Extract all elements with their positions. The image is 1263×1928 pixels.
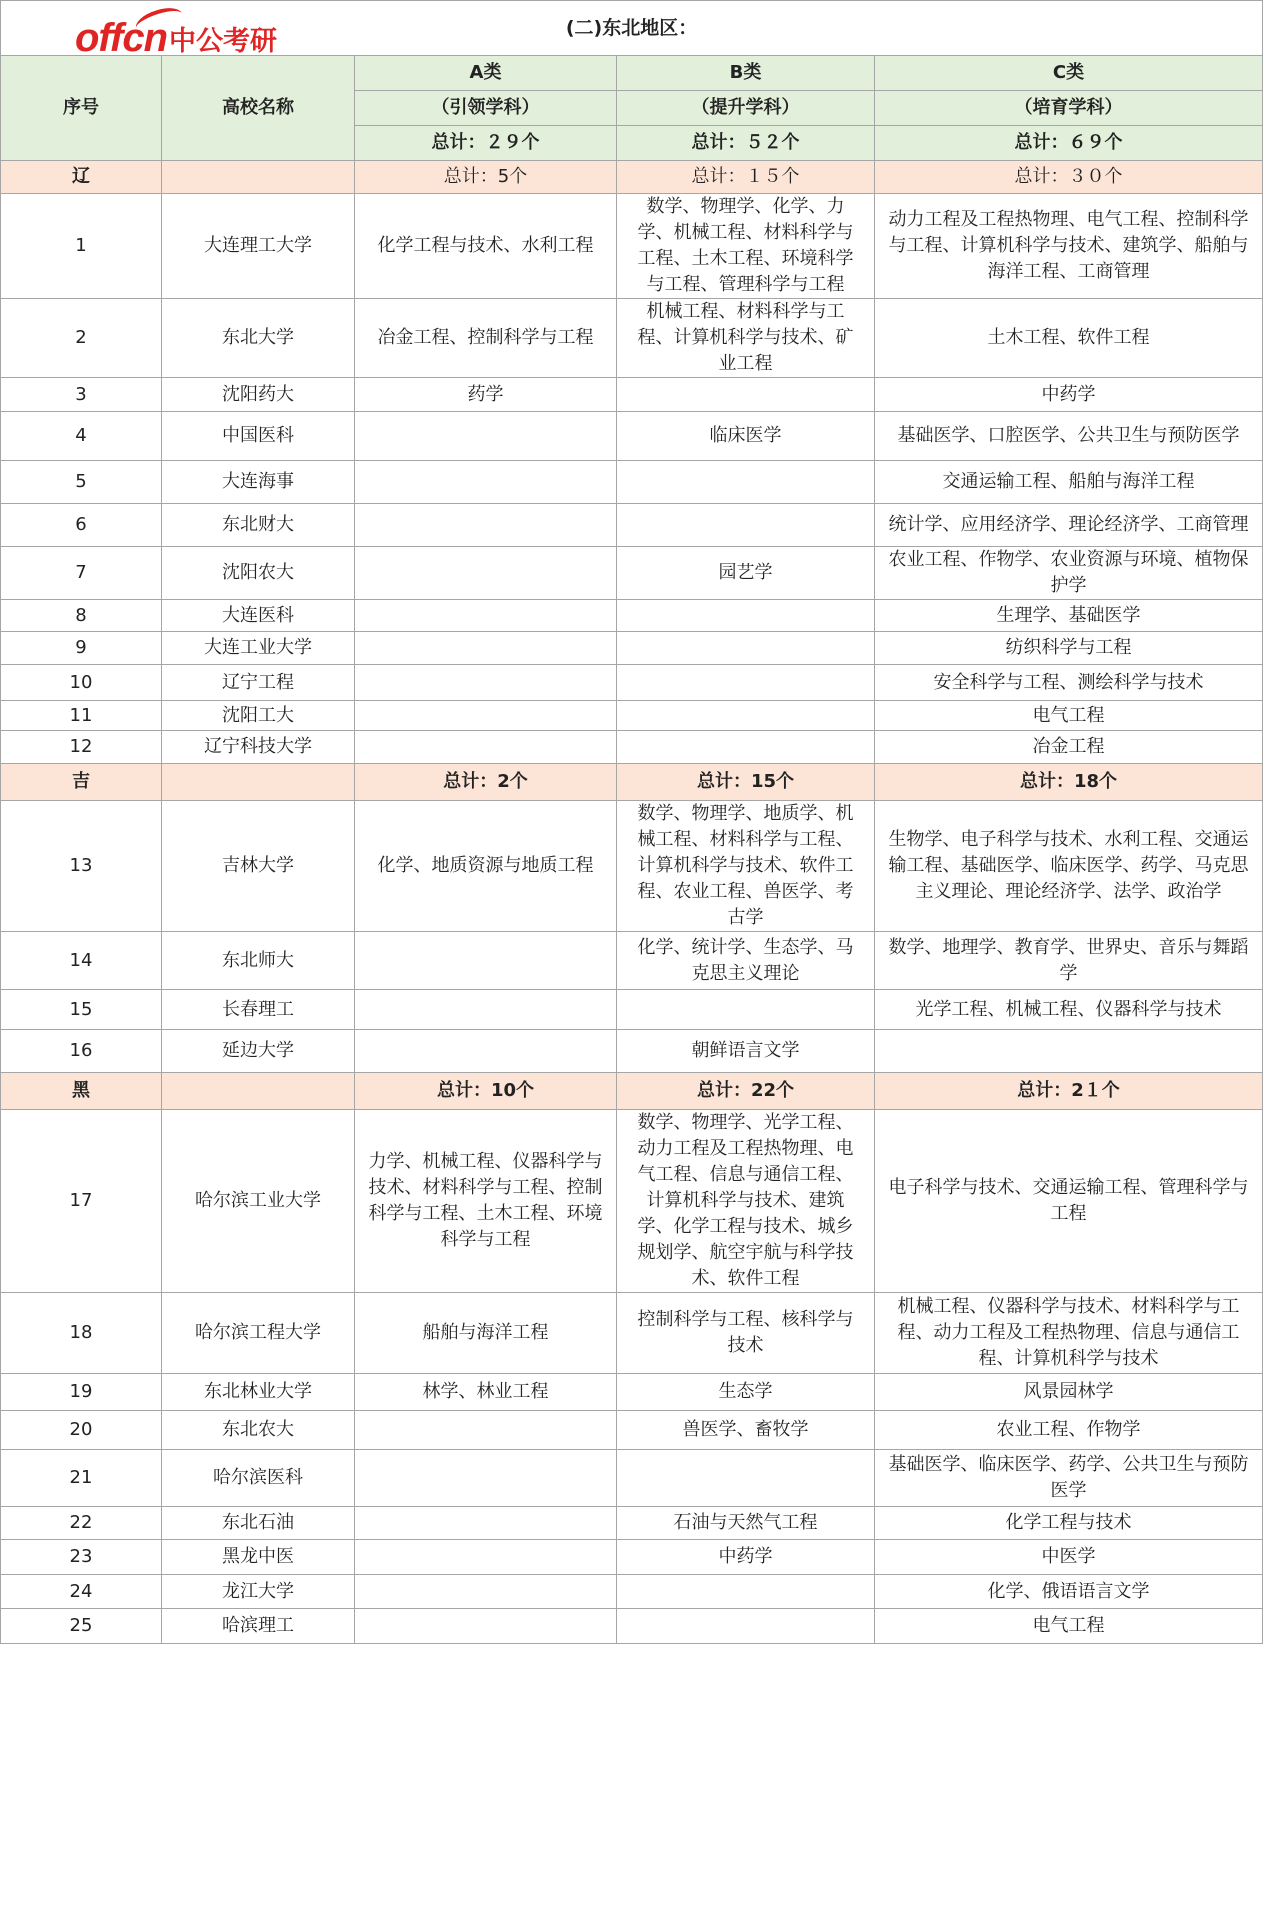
a-disciplines [355, 1450, 617, 1507]
c-disciplines: 安全科学与工程、测绘科学与技术 [875, 665, 1263, 701]
a-disciplines [355, 461, 617, 504]
table-row [1, 378, 1263, 412]
university-name: 大连海事 [162, 461, 355, 504]
university-name: 东北林业大学 [162, 1374, 355, 1411]
c-disciplines: 统计学、应用经济学、理论经济学、工商管理 [875, 504, 1263, 547]
c-disciplines: 动力工程及工程热物理、电气工程、控制科学与工程、计算机科学与技术、建筑学、船舶与海洋工程、工商管理 [875, 194, 1263, 299]
university-name: 东北农大 [162, 1411, 355, 1450]
row-number: 16 [1, 1030, 162, 1073]
table-row [1, 1110, 1263, 1293]
a-disciplines: 化学、地质资源与地质工程 [355, 801, 617, 932]
a-disciplines [355, 632, 617, 665]
row-number: 18 [1, 1293, 162, 1374]
a-disciplines [355, 504, 617, 547]
b-disciplines [617, 378, 875, 412]
province-row [1, 764, 1263, 801]
table-row [1, 990, 1263, 1030]
province-label: 吉 [1, 764, 162, 801]
a-disciplines [355, 701, 617, 731]
province-c-total: 总计：３０个 [875, 161, 1263, 194]
province-label: 辽 [1, 161, 162, 194]
province-row [1, 161, 1263, 194]
university-name: 大连理工大学 [162, 194, 355, 299]
a-disciplines [355, 1030, 617, 1073]
university-name: 中国医科 [162, 412, 355, 461]
b-disciplines [617, 600, 875, 632]
table-row [1, 665, 1263, 701]
c-disciplines: 农业工程、作物学 [875, 1411, 1263, 1450]
b-disciplines [617, 1609, 875, 1644]
b-disciplines [617, 1450, 875, 1507]
table-row [1, 299, 1263, 378]
a-disciplines: 药学 [355, 378, 617, 412]
university-name: 大连医科 [162, 600, 355, 632]
university-name: 哈滨理工 [162, 1609, 355, 1644]
a-disciplines: 化学工程与技术、水利工程 [355, 194, 617, 299]
province-label: 黑 [1, 1073, 162, 1110]
row-number: 21 [1, 1450, 162, 1507]
a-disciplines [355, 665, 617, 701]
row-number: 23 [1, 1540, 162, 1575]
c-disciplines: 化学、俄语语言文学 [875, 1575, 1263, 1609]
c-disciplines: 中药学 [875, 378, 1263, 412]
c-disciplines: 风景园林学 [875, 1374, 1263, 1411]
row-number: 12 [1, 731, 162, 764]
row-number: 22 [1, 1507, 162, 1540]
university-name: 东北石油 [162, 1507, 355, 1540]
c-disciplines: 数学、地理学、教育学、世界史、音乐与舞蹈学 [875, 932, 1263, 990]
b-disciplines: 中药学 [617, 1540, 875, 1575]
table-row [1, 1540, 1263, 1575]
university-name: 辽宁科技大学 [162, 731, 355, 764]
university-name: 东北大学 [162, 299, 355, 378]
row-number: 19 [1, 1374, 162, 1411]
a-disciplines [355, 1411, 617, 1450]
table-row [1, 801, 1263, 932]
university-name: 沈阳药大 [162, 378, 355, 412]
table-row [1, 461, 1263, 504]
header-a-total: 总计：２９个 [355, 126, 617, 161]
university-name: 吉林大学 [162, 801, 355, 932]
c-disciplines: 基础医学、口腔医学、公共卫生与预防医学 [875, 412, 1263, 461]
row-number: 1 [1, 194, 162, 299]
table-row [1, 600, 1263, 632]
row-number: 4 [1, 412, 162, 461]
university-name: 龙江大学 [162, 1575, 355, 1609]
b-disciplines [617, 990, 875, 1030]
province-empty [162, 764, 355, 801]
b-disciplines: 化学、统计学、生态学、马克思主义理论 [617, 932, 875, 990]
table-row [1, 412, 1263, 461]
header-b-sub: （提升学科） [617, 91, 875, 126]
a-disciplines [355, 932, 617, 990]
b-disciplines: 园艺学 [617, 547, 875, 600]
b-disciplines: 兽医学、畜牧学 [617, 1411, 875, 1450]
table-row [1, 1293, 1263, 1374]
row-number: 10 [1, 665, 162, 701]
header-a-sub: （引领学科） [355, 91, 617, 126]
b-disciplines: 临床医学 [617, 412, 875, 461]
row-number: 17 [1, 1110, 162, 1293]
a-disciplines [355, 600, 617, 632]
row-number: 7 [1, 547, 162, 600]
row-number: 6 [1, 504, 162, 547]
province-empty [162, 1073, 355, 1110]
university-name: 哈尔滨工业大学 [162, 1110, 355, 1293]
a-disciplines [355, 1507, 617, 1540]
a-disciplines [355, 547, 617, 600]
university-name: 沈阳工大 [162, 701, 355, 731]
b-disciplines: 石油与天然气工程 [617, 1507, 875, 1540]
b-disciplines: 数学、物理学、化学、力学、机械工程、材料科学与工程、土木工程、环境科学与工程、管理科学与工程 [617, 194, 875, 299]
a-disciplines: 力学、机械工程、仪器科学与技术、材料科学与工程、控制科学与工程、土木工程、环境科学与工程 [355, 1110, 617, 1293]
row-number: 24 [1, 1575, 162, 1609]
province-empty [162, 161, 355, 194]
table-row [1, 504, 1263, 547]
a-disciplines: 冶金工程、控制科学与工程 [355, 299, 617, 378]
row-number: 2 [1, 299, 162, 378]
table-row [1, 194, 1263, 299]
table-row [1, 932, 1263, 990]
province-c-total: 总计：2１个 [875, 1073, 1263, 1110]
a-disciplines: 船舶与海洋工程 [355, 1293, 617, 1374]
c-disciplines: 中医学 [875, 1540, 1263, 1575]
table-row [1, 632, 1263, 665]
row-number: 3 [1, 378, 162, 412]
b-disciplines: 朝鲜语言文学 [617, 1030, 875, 1073]
b-disciplines: 控制科学与工程、核科学与技术 [617, 1293, 875, 1374]
row-number: 5 [1, 461, 162, 504]
b-disciplines [617, 701, 875, 731]
a-disciplines [355, 412, 617, 461]
c-disciplines: 基础医学、临床医学、药学、公共卫生与预防医学 [875, 1450, 1263, 1507]
table-row [1, 1450, 1263, 1507]
university-name: 大连工业大学 [162, 632, 355, 665]
province-b-total: 总计：22个 [617, 1073, 875, 1110]
province-b-total: 总计：１５个 [617, 161, 875, 194]
table-row [1, 731, 1263, 764]
header-no: 序号 [1, 56, 162, 161]
row-number: 11 [1, 701, 162, 731]
c-disciplines: 电气工程 [875, 1609, 1263, 1644]
header-c-cat: C类 [875, 56, 1263, 91]
header-c-total: 总计：６９个 [875, 126, 1263, 161]
c-disciplines: 冶金工程 [875, 731, 1263, 764]
c-disciplines: 电气工程 [875, 701, 1263, 731]
b-disciplines [617, 731, 875, 764]
a-disciplines [355, 990, 617, 1030]
header-b-total: 总计：５２个 [617, 126, 875, 161]
logo-brand: offcn [75, 15, 168, 60]
a-disciplines [355, 731, 617, 764]
province-c-total: 总计：18个 [875, 764, 1263, 801]
table-row [1, 1411, 1263, 1450]
table-title: (二)东北地区： [1, 1, 1263, 56]
university-name: 东北财大 [162, 504, 355, 547]
header-name: 高校名称 [162, 56, 355, 161]
province-a-total: 总计：2个 [355, 764, 617, 801]
c-disciplines: 农业工程、作物学、农业资源与环境、植物保护学 [875, 547, 1263, 600]
province-row [1, 1073, 1263, 1110]
table-row [1, 1609, 1263, 1644]
offcn-logo [75, 8, 277, 68]
province-b-total: 总计：15个 [617, 764, 875, 801]
row-number: 9 [1, 632, 162, 665]
university-name: 黑龙中医 [162, 1540, 355, 1575]
header-c-sub: （培育学科） [875, 91, 1263, 126]
province-a-total: 总计：10个 [355, 1073, 617, 1110]
university-name: 东北师大 [162, 932, 355, 990]
b-disciplines: 数学、物理学、光学工程、动力工程及工程热物理、电气工程、信息与通信工程、计算机科学与技术、建筑学、化学工程与技术、城乡规划学、航空宇航与科学技术、软件工程 [617, 1110, 875, 1293]
university-name: 长春理工 [162, 990, 355, 1030]
c-disciplines: 生理学、基础医学 [875, 600, 1263, 632]
b-disciplines [617, 1575, 875, 1609]
b-disciplines [617, 461, 875, 504]
b-disciplines [617, 504, 875, 547]
a-disciplines [355, 1609, 617, 1644]
b-disciplines: 数学、物理学、地质学、机械工程、材料科学与工程、计算机科学与技术、软件工程、农业工程、兽医学、考古学 [617, 801, 875, 932]
c-disciplines: 机械工程、仪器科学与技术、材料科学与工程、动力工程及工程热物理、信息与通信工程、计算机科学与技术 [875, 1293, 1263, 1374]
university-name: 沈阳农大 [162, 547, 355, 600]
row-number: 20 [1, 1411, 162, 1450]
header-a-cat: A类 [355, 56, 617, 91]
c-disciplines: 纺织科学与工程 [875, 632, 1263, 665]
university-name: 延边大学 [162, 1030, 355, 1073]
c-disciplines: 交通运输工程、船舶与海洋工程 [875, 461, 1263, 504]
c-disciplines: 光学工程、机械工程、仪器科学与技术 [875, 990, 1263, 1030]
b-disciplines [617, 632, 875, 665]
header-b-cat: B类 [617, 56, 875, 91]
c-disciplines [875, 1030, 1263, 1073]
table-row [1, 1030, 1263, 1073]
row-number: 8 [1, 600, 162, 632]
logo-brand-cn: 中公考研 [169, 25, 278, 57]
table-row [1, 547, 1263, 600]
university-name: 辽宁工程 [162, 665, 355, 701]
c-disciplines: 电子科学与技术、交通运输工程、管理科学与工程 [875, 1110, 1263, 1293]
b-disciplines [617, 665, 875, 701]
table-row [1, 1507, 1263, 1540]
a-disciplines [355, 1575, 617, 1609]
table-row [1, 1374, 1263, 1411]
c-disciplines: 土木工程、软件工程 [875, 299, 1263, 378]
c-disciplines: 化学工程与技术 [875, 1507, 1263, 1540]
b-disciplines: 生态学 [617, 1374, 875, 1411]
c-disciplines: 生物学、电子科学与技术、水利工程、交通运输工程、基础医学、临床医学、药学、马克思主义理论、理论经济学、法学、政治学 [875, 801, 1263, 932]
table-row [1, 1575, 1263, 1609]
row-number: 13 [1, 801, 162, 932]
a-disciplines [355, 1540, 617, 1575]
row-number: 25 [1, 1609, 162, 1644]
university-name: 哈尔滨医科 [162, 1450, 355, 1507]
a-disciplines: 林学、林业工程 [355, 1374, 617, 1411]
row-number: 14 [1, 932, 162, 990]
table-row [1, 701, 1263, 731]
b-disciplines: 机械工程、材料科学与工程、计算机科学与技术、矿业工程 [617, 299, 875, 378]
province-a-total: 总计：5个 [355, 161, 617, 194]
university-name: 哈尔滨工程大学 [162, 1293, 355, 1374]
row-number: 15 [1, 990, 162, 1030]
